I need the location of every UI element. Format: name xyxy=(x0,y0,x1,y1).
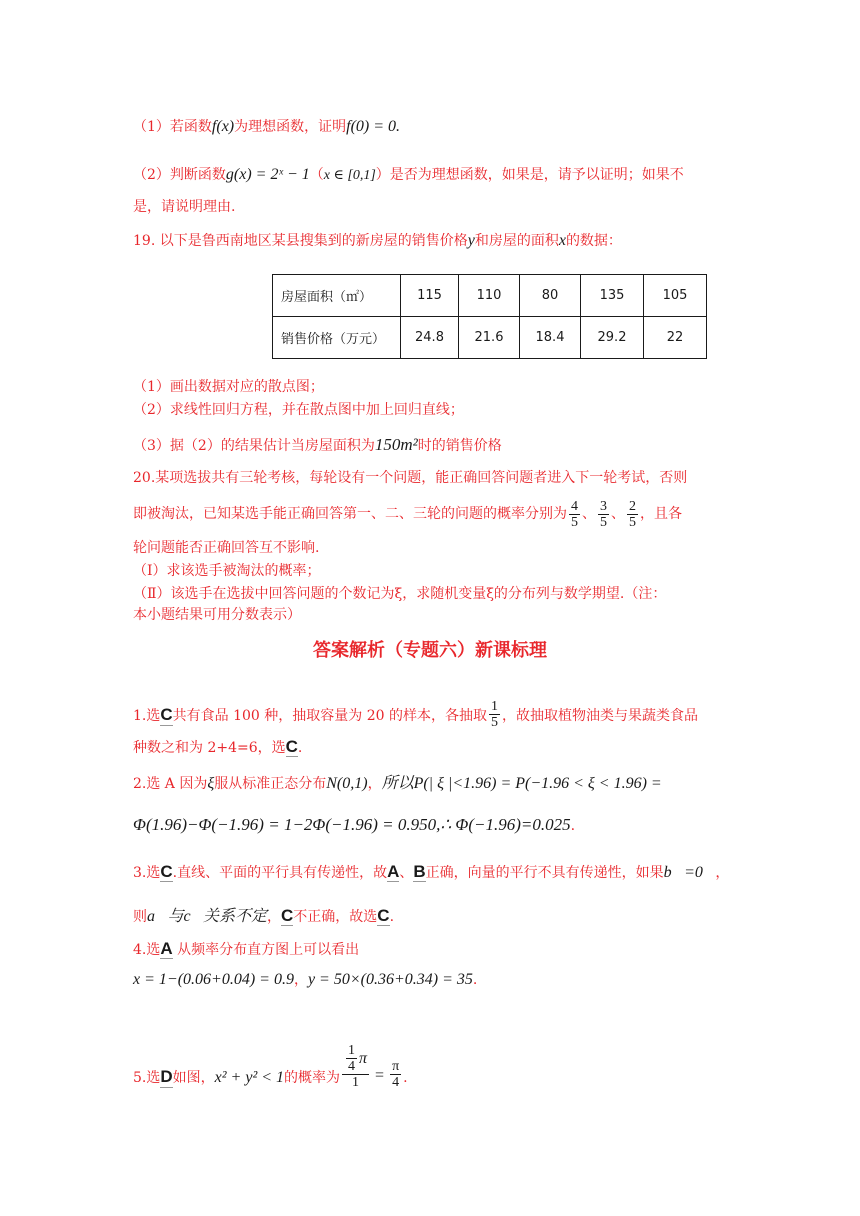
q20-line5 xyxy=(133,584,666,604)
q20-text: 20.某项选拔共有三轮考核，每轮设有一个问题，能正确回答问题者进入下一轮考试，否则 xyxy=(133,470,688,486)
answer-letter: C xyxy=(160,705,173,724)
answer-3-cont xyxy=(133,906,394,927)
q20-line1 xyxy=(133,468,687,488)
numerator: π xyxy=(392,1059,400,1074)
fraction-4-5 xyxy=(569,499,580,530)
q20-line2 xyxy=(133,494,682,534)
compound-numerator xyxy=(342,1043,369,1075)
denominator: 5 xyxy=(571,514,578,530)
answer-text: 共有食品 100 种，抽取容量为 20 的样本，各抽取 xyxy=(172,708,487,724)
answer-letter: D xyxy=(160,1067,173,1086)
answer-text: ， xyxy=(267,909,281,925)
answer-text: 如图， xyxy=(172,1070,215,1086)
table-cell: 29.2 xyxy=(581,317,644,359)
q20-text: （Ⅱ）该选手在选拔中回答问题的个数记为ξ，求随机变量ξ的分布列与数学期望.（注： xyxy=(133,586,667,602)
fraction-1-5 xyxy=(489,699,500,730)
table-cell: 24.8 xyxy=(401,317,459,359)
math-pi: π xyxy=(359,1050,368,1067)
q19-sub3-text: （3）据（2）的结果估计当房屋面积为 xyxy=(133,438,375,454)
denominator: 5 xyxy=(600,514,607,530)
q20-text: ，且各 xyxy=(640,506,682,522)
q19-sub3 xyxy=(133,435,502,456)
compound-fraction xyxy=(342,1043,369,1090)
numerator: 1 xyxy=(490,699,498,714)
table-row xyxy=(273,317,707,359)
var-x: x xyxy=(558,232,566,249)
numerator: 1 xyxy=(348,1043,356,1058)
answer-text: 不正确，故选 xyxy=(293,909,378,925)
math-vectors: a⃗与c⃗关系不定 xyxy=(147,908,267,925)
answer-3 xyxy=(133,862,729,883)
fraction-pi-4 xyxy=(390,1059,401,1090)
table-cell: 105 xyxy=(644,275,707,317)
q20-text: （Ⅰ）求该选手被淘汰的概率； xyxy=(133,563,321,579)
fraction-3-5 xyxy=(598,499,609,530)
answer-text: 1.选 xyxy=(133,708,161,724)
q19-sub3-text2: 时的销售价格 xyxy=(417,438,502,454)
answer-text: . xyxy=(389,909,395,925)
denominator: 5 xyxy=(629,514,636,530)
math-vector-b: b⃗=0⃗ xyxy=(663,864,716,881)
denominator: 4 xyxy=(348,1059,356,1074)
answer-text: ， xyxy=(715,865,730,881)
math-normal: N(0,1) xyxy=(326,775,368,792)
house-data-table xyxy=(272,274,707,359)
answer-letter: C xyxy=(285,737,298,756)
math-circle: x² + y² < 1 xyxy=(214,1069,285,1086)
q18-part2-text: （2）判断函数 xyxy=(133,167,226,183)
answer-text: 正确，向量的平行不具有传递性，如果 xyxy=(425,865,664,881)
answer-text: 从频率分布直方图上可以看出 xyxy=(172,942,360,958)
answer-text: 4.选 xyxy=(133,942,161,958)
answer-letter: C xyxy=(160,862,173,881)
answer-letter: C xyxy=(281,906,294,925)
q18-part2-text2: ）是否为理想函数，如果是，请予以证明；如果不 xyxy=(375,167,684,183)
answer-text: 服从标准正态分布 xyxy=(214,776,327,792)
answer-text: 5.选 xyxy=(133,1070,161,1086)
q20-line6 xyxy=(133,605,301,625)
answer-letter: A xyxy=(387,862,400,881)
q18-part1 xyxy=(133,117,400,137)
table-cell: 80 xyxy=(520,275,581,317)
answer-text: 的概率为 xyxy=(284,1070,341,1086)
denominator: 1 xyxy=(352,1075,360,1090)
answer-text: . xyxy=(297,740,303,756)
numerator: 3 xyxy=(600,498,607,514)
q20-text: 轮问题能否正确回答互不影响. xyxy=(133,540,320,556)
fraction-2-5 xyxy=(627,499,638,530)
answer-text: .直线、平面的平行具有传递性，故 xyxy=(172,865,388,881)
table-cell: 135 xyxy=(581,275,644,317)
answer-1-cont xyxy=(133,737,302,758)
q18-part2-cont xyxy=(133,197,235,217)
answer-text: ， xyxy=(293,972,308,988)
answer-text: 、 xyxy=(399,865,414,881)
table-cell: 21.6 xyxy=(459,317,520,359)
answer-1 xyxy=(133,680,698,730)
q19-intro-text: 19. 以下是鲁西南地区某县搜集到的新房屋的销售价格 xyxy=(133,233,468,249)
q19-sub2-text: （2）求线性回归方程，并在散点图中加上回归直线； xyxy=(133,402,464,418)
math-gx: g(x) = 2ˣ − 1 xyxy=(225,166,310,183)
separator: 、 xyxy=(611,506,625,522)
fraction-1-4 xyxy=(346,1043,357,1074)
math-area: 150m² xyxy=(374,435,418,454)
q18-part2 xyxy=(133,165,684,186)
answer-text: 3.选 xyxy=(133,865,161,881)
row-label: 销售价格（万元） xyxy=(273,317,401,359)
table-cell: 115 xyxy=(401,275,459,317)
math-y: y = 50×(0.36+0.34) = 35 xyxy=(307,971,473,988)
answer-text: 2.选 A 因为 xyxy=(133,776,208,792)
section-heading: 答案解析（专题六）新课标理 xyxy=(313,640,547,661)
math-x: x = 1−(0.06+0.04) = 0.9 xyxy=(133,971,294,988)
q19-intro xyxy=(133,231,622,251)
q18-part1-text: （1）若函数 xyxy=(133,119,212,135)
separator: 、 xyxy=(582,506,596,522)
math-xi: ξ xyxy=(207,775,215,792)
answer-text: . xyxy=(472,972,478,988)
answer-2 xyxy=(133,774,662,794)
q19-sub1 xyxy=(133,377,324,397)
row-label: 房屋面积（㎡） xyxy=(273,275,401,317)
answer-2-cont xyxy=(133,815,575,836)
numerator: 2 xyxy=(629,498,636,514)
answer-4-cont xyxy=(133,970,477,990)
numerator: 4 xyxy=(571,498,578,514)
table-cell: 110 xyxy=(459,275,520,317)
q19-intro-text2: 和房屋的面积 xyxy=(474,233,559,249)
denominator: 5 xyxy=(490,715,498,730)
table-cell: 22 xyxy=(644,317,707,359)
answer-text: . xyxy=(570,818,576,834)
answer-5 xyxy=(133,1020,408,1088)
var-y: y xyxy=(467,232,475,249)
answer-letter: C xyxy=(377,906,390,925)
math-probability: 所以P(| ξ |<1.96) = P(−1.96 < ξ < 1.96) = xyxy=(381,775,662,792)
equals: = xyxy=(375,1067,385,1084)
answer-text: 种数之和为 2+4=6，选 xyxy=(133,740,286,756)
answer-text: 则 xyxy=(133,909,147,925)
q19-intro-text3: 的数据： xyxy=(565,233,622,249)
answer-letter: B xyxy=(413,862,426,881)
answer-text: ， xyxy=(367,776,382,792)
answer-text: ，故抽取植物油类与果蔬类食品 xyxy=(501,708,698,724)
paren: （ xyxy=(309,167,324,183)
q20-text: 本小题结果可用分数表示） xyxy=(133,607,301,623)
math-f0: f(0) = 0. xyxy=(346,118,401,135)
answer-letter: A xyxy=(160,939,173,958)
q19-sub2 xyxy=(133,400,464,420)
denominator: 4 xyxy=(392,1075,400,1090)
q19-sub1-text: （1）画出数据对应的散点图； xyxy=(133,379,324,395)
table-row xyxy=(273,275,707,317)
answer-4 xyxy=(133,939,359,960)
q20-line3 xyxy=(133,538,319,558)
math-phi: Φ(1.96)−Φ(−1.96) = 1−2Φ(−1.96) = 0.950,∴ Φ(−1.96)=0.025 xyxy=(133,815,571,834)
math-domain: x ∈ [0,1] xyxy=(323,168,376,183)
math-fx: f(x) xyxy=(211,118,235,135)
answer-text: . xyxy=(403,1070,408,1086)
q20-text: 即被淘汰，已知某选手能正确回答第一、二、三轮的问题的概率分别为 xyxy=(133,506,567,522)
q18-part2-text3: 是，请说明理由. xyxy=(133,199,236,215)
q18-part1-text2: 为理想函数，证明 xyxy=(234,119,347,135)
table-cell: 18.4 xyxy=(520,317,581,359)
q20-line4 xyxy=(133,561,321,581)
